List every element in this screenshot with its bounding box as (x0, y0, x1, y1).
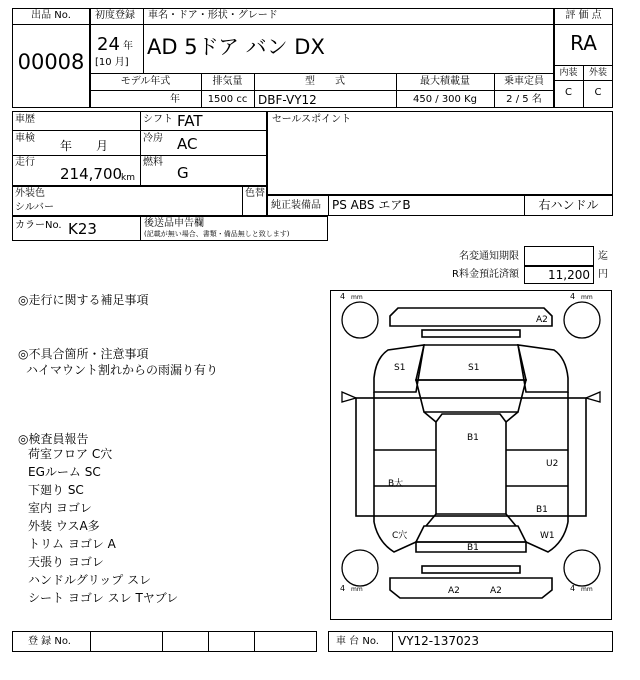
exterior-color-label: 外装色 (15, 188, 45, 199)
car-name: AD 5ドア バン DX (147, 35, 325, 59)
inspector-line: 室内 ヨゴレ (28, 501, 92, 515)
type-label: 型 式 (305, 76, 345, 87)
reg-no-label: 登 録 No. (28, 636, 71, 647)
mileage-unit: km (121, 173, 135, 183)
ac-value: AC (177, 135, 198, 153)
inspector-line: 外装 ウスA多 (28, 519, 100, 533)
max-load-label: 最大積載量 (420, 76, 470, 87)
transfer-deadline-label: 名変通知期限 (459, 251, 519, 262)
color-no-label: カラーNo. (15, 220, 62, 231)
year-unit: 年 (123, 41, 133, 52)
damage-mark: S1 (468, 363, 480, 373)
first-reg-label: 初度登録 (95, 10, 135, 21)
recycle-unit: 円 (598, 269, 608, 280)
exterior-grade: C (594, 87, 602, 98)
tyre-unit-label: mm (581, 294, 593, 301)
inspector-title: ◎検査員報告 (18, 432, 89, 446)
model-year-label: モデル年式 (120, 76, 171, 87)
front-right-tyre-icon (564, 302, 600, 338)
inspector-line: ハンドルグリップ スレ (28, 573, 152, 587)
shift-label: シフト (143, 114, 173, 125)
interior-grade: C (565, 87, 572, 98)
transfer-deadline-value (524, 246, 594, 266)
aftermarket-note: (記載が無い場合、書類・備品無しと致します) (144, 230, 290, 238)
score-value: RA (570, 31, 597, 55)
mileage-value: 214,700 (60, 165, 123, 183)
damage-mark: A2 (536, 315, 548, 325)
transfer-deadline-unit: 迄 (598, 251, 608, 262)
damage-mark: U2 (546, 459, 559, 469)
inspection-value: 年 月 (60, 139, 109, 153)
displacement-value: 1500 cc (207, 94, 248, 105)
chassis-value: VY12-137023 (398, 634, 479, 648)
tyre-unit-label: mm (581, 586, 593, 593)
equipment-label: 純正装備品 (271, 200, 321, 211)
color-no-value: K23 (68, 220, 97, 238)
shift-value: FAT (177, 112, 203, 130)
rear-right-tyre-icon (564, 550, 600, 586)
defects-line: ハイマウント割れからの雨漏り有り (26, 363, 219, 377)
fuel-value: G (177, 164, 189, 182)
driving-notes-title: ◎走行に関する補足事項 (18, 293, 149, 307)
type-value: DBF-VY12 (258, 93, 317, 107)
inspection-label: 車検 (15, 133, 35, 144)
tyre-tread-label: 4 (570, 292, 576, 301)
ac-label: 冷房 (143, 133, 163, 144)
rear-left-tyre-icon (342, 550, 378, 586)
damage-mark: B1 (467, 433, 479, 443)
first-reg-month: [10 月] (95, 57, 129, 68)
car-damage-diagram (330, 290, 612, 620)
capacity-label: 乗車定員 (504, 76, 544, 87)
inspector-line: 天張り ヨゴレ (28, 555, 104, 569)
tyre-unit-label: mm (351, 294, 363, 301)
car-name-label: 車名・ドア・形状・グレード (148, 10, 278, 21)
damage-mark: A2 (490, 586, 502, 596)
damage-mark: B1 (536, 505, 548, 515)
sales-point-label: セールスポイント (272, 114, 352, 125)
first-reg-year: 24 (97, 34, 120, 55)
lot-number: 00008 (17, 50, 85, 74)
score-label: 評 価 点 (565, 10, 602, 21)
damage-mark: W1 (540, 531, 555, 541)
recycle-label: R料金預託済額 (452, 269, 519, 280)
car-outline (356, 308, 586, 598)
mileage-label: 走行 (15, 157, 35, 168)
max-load-value: 450 / 300 Kg (413, 94, 477, 105)
tyre-unit-label: mm (351, 586, 363, 593)
damage-mark: S1 (394, 363, 406, 373)
damage-mark: A2 (448, 586, 460, 596)
tyre-tread-label: 4 (570, 584, 576, 593)
front-left-tyre-icon (342, 302, 378, 338)
right-mirror-icon (586, 392, 600, 402)
damage-mark: B大 (388, 479, 404, 489)
interior-label: 内装 (559, 68, 578, 78)
capacity-value: 2 / 5 名 (506, 94, 542, 105)
damage-mark: C穴 (392, 531, 408, 541)
inspector-line: 荷室フロア C穴 (28, 447, 113, 461)
tyre-tread-label: 4 (340, 292, 346, 301)
displacement-label: 排気量 (212, 76, 243, 87)
lot-label: 出品 No. (31, 10, 71, 21)
tyre-tread-label: 4 (340, 584, 346, 593)
inspector-line: 下廻り SC (28, 483, 84, 497)
aftermarket-label: 後送品申告欄 (144, 218, 204, 229)
exterior-label: 外装 (588, 68, 607, 78)
left-mirror-icon (342, 392, 356, 402)
exterior-color-value: シルバー (15, 202, 55, 213)
model-year-value: 年 (170, 94, 180, 105)
defects-title: ◎不具合箇所・注意事項 (18, 347, 149, 361)
history-label: 車歴 (15, 114, 35, 125)
handle-value: 右ハンドル (538, 198, 599, 212)
fuel-label: 燃料 (143, 157, 163, 168)
inspector-line: EGルーム SC (28, 465, 101, 479)
recycle-value: 11,200 (548, 268, 590, 282)
damage-mark: B1 (467, 543, 479, 553)
inspector-line: トリム ヨゴレ A (28, 537, 116, 551)
color-change-label: 色替 (245, 188, 265, 199)
chassis-label: 車 台 No. (336, 636, 379, 647)
inspector-line: シート ヨゴレ スレ Tヤブレ (28, 591, 179, 605)
equipment-value: PS ABS エアB (332, 198, 411, 212)
